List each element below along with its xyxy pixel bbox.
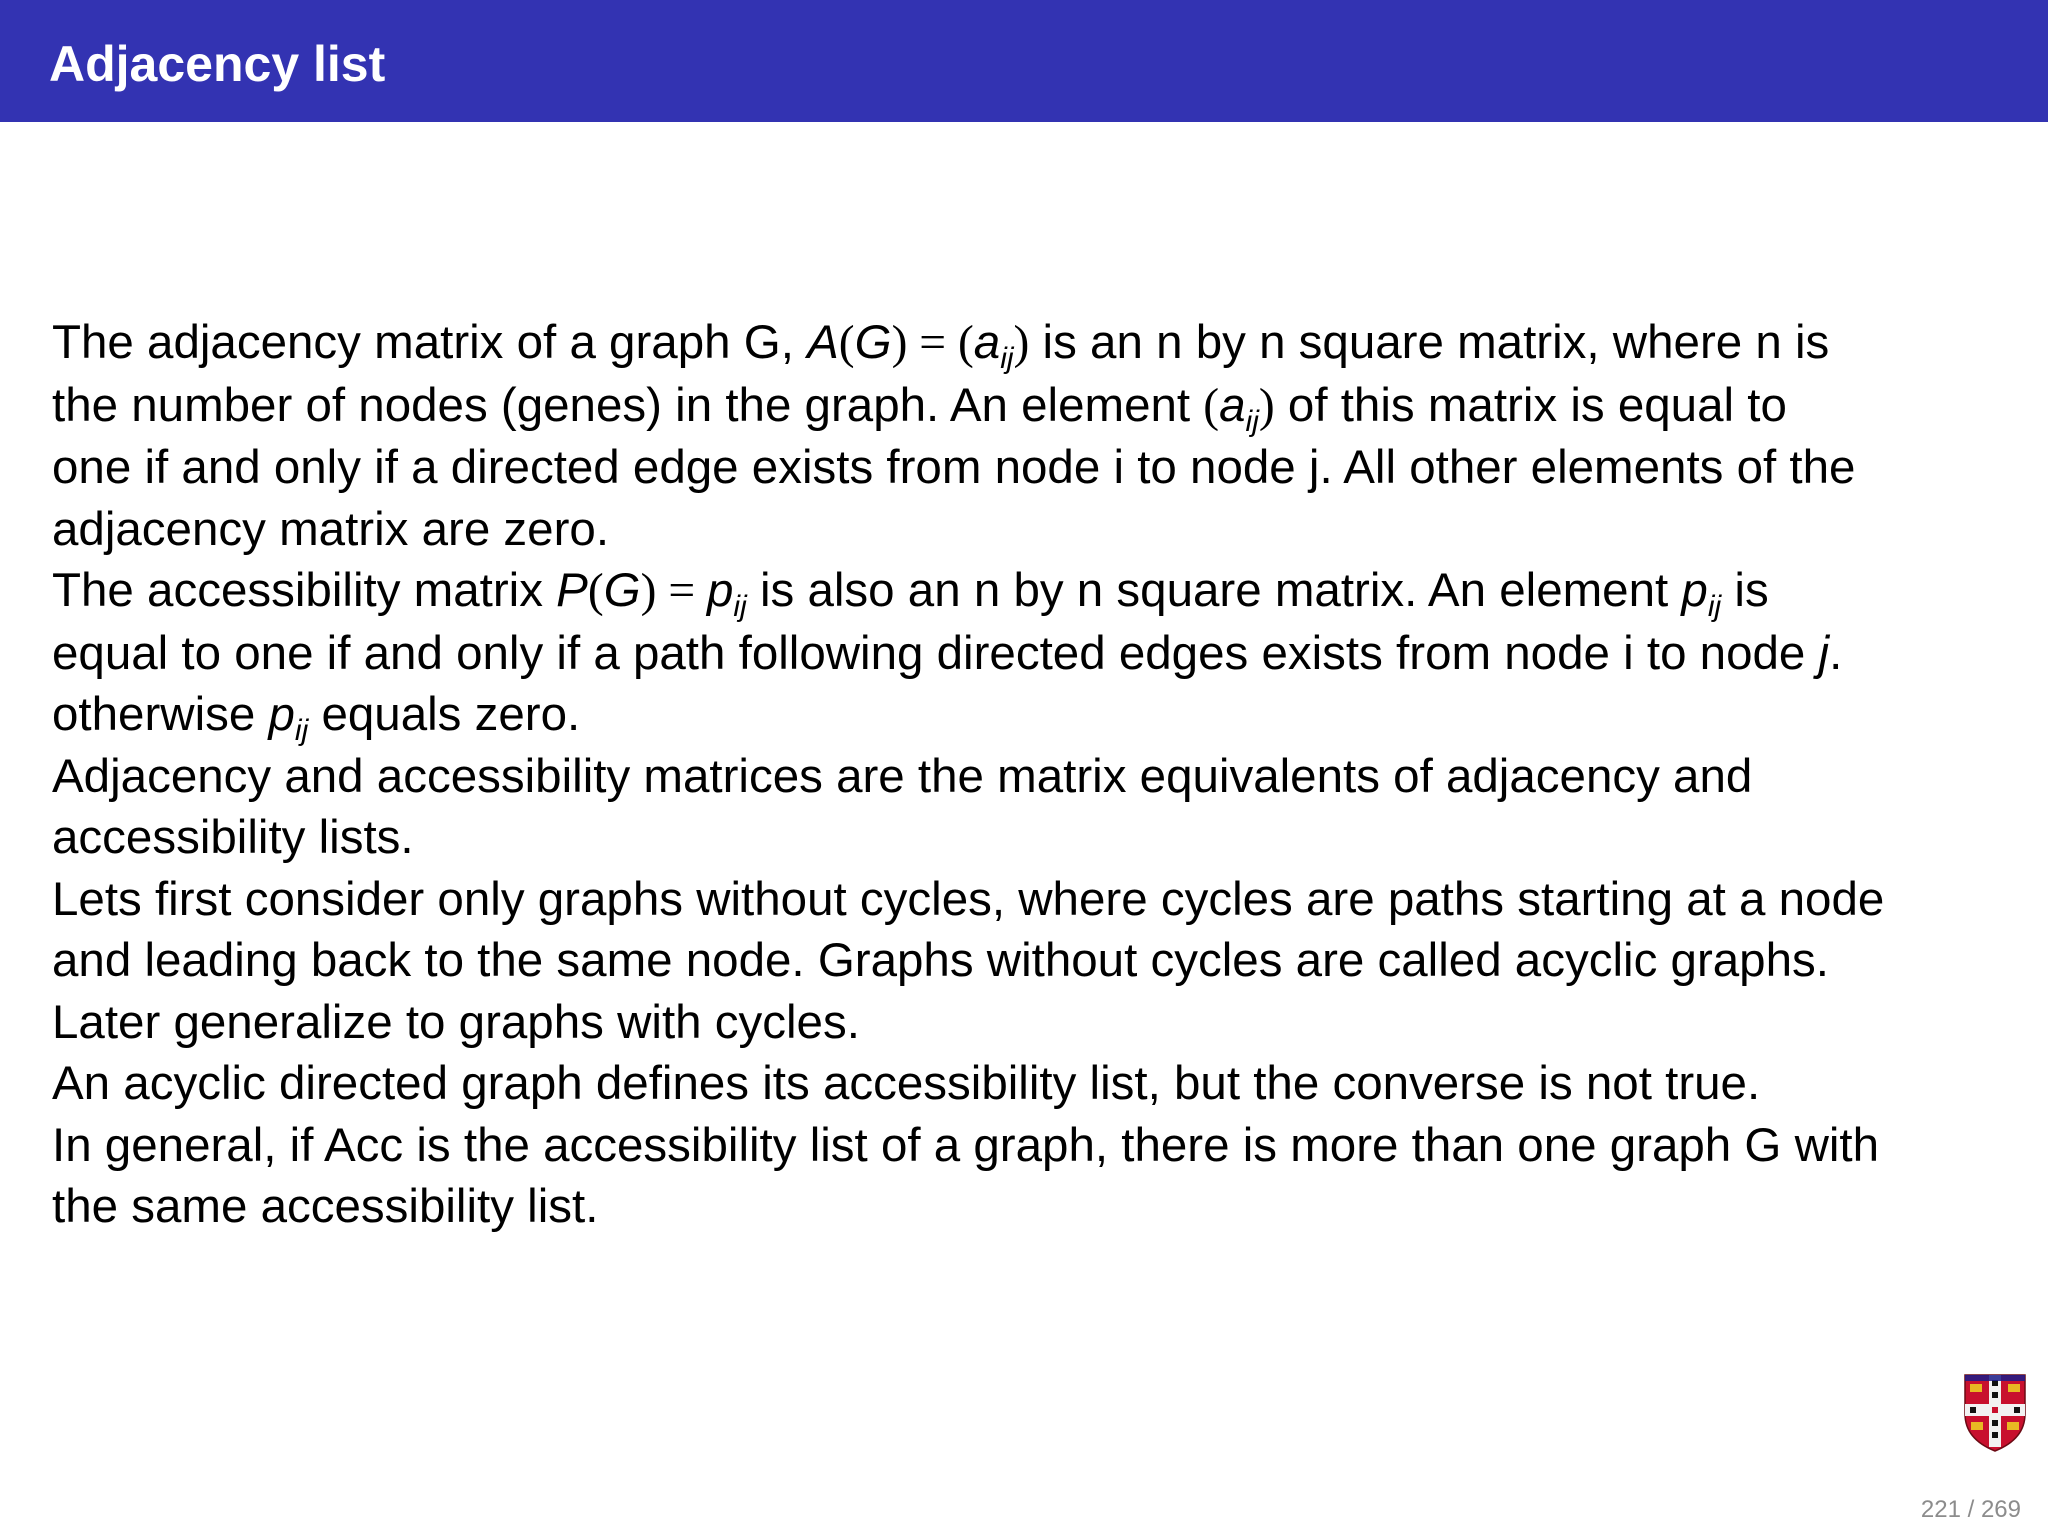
text-line: the number of nodes (genes) in the graph. An element $(a_{ij})$ of this matrix is equal to [52,378,1787,438]
text-line: Lets first consider only graphs without cycles, where cycles are paths starting at a node [52,872,1885,926]
slide-title-bar [0,0,2048,122]
university-crest-icon [1964,1374,2026,1452]
text-line: accessibility lists. [52,811,414,864]
text-line: equal to one if and only if a path following directed edges exists from node i to node j. [52,626,1843,680]
slide-title: Adjacency list [49,36,386,92]
text-line: and leading back to the same node. Graphs without cycles are called acyclic graphs. [52,934,1829,987]
text-line: The adjacency matrix of a graph G, $A(G) = (a_{ij})$ is an n by n square matrix, where n is [52,316,1830,375]
slide-body [52,312,2012,1238]
text-line: the same accessibility list. [52,1180,599,1233]
page-number: 221 / 269 [1920,1496,2021,1523]
text-line: one if and only if a directed edge exists from node i to node j. All other elements of the [52,441,1856,494]
text-line: The accessibility matrix $P(G) = p_{ij}$ is also an n by n square matrix. An element $p_{ij}$ is [52,564,1769,623]
text-line: otherwise $p_{ij}$ equals zero. [52,688,581,747]
text-line: In general, if Acc is the accessibility list of a graph, there is more than one graph G with [52,1118,1880,1172]
text-line: Later generalize to graphs with cycles. [52,995,860,1049]
text-line: adjacency matrix are zero. [52,502,610,556]
text-line: Adjacency and accessibility matrices are the matrix equivalents of adjacency and [52,749,1753,803]
text-line: An acyclic directed graph defines its accessibility list, but the converse is not true. [52,1057,1761,1110]
